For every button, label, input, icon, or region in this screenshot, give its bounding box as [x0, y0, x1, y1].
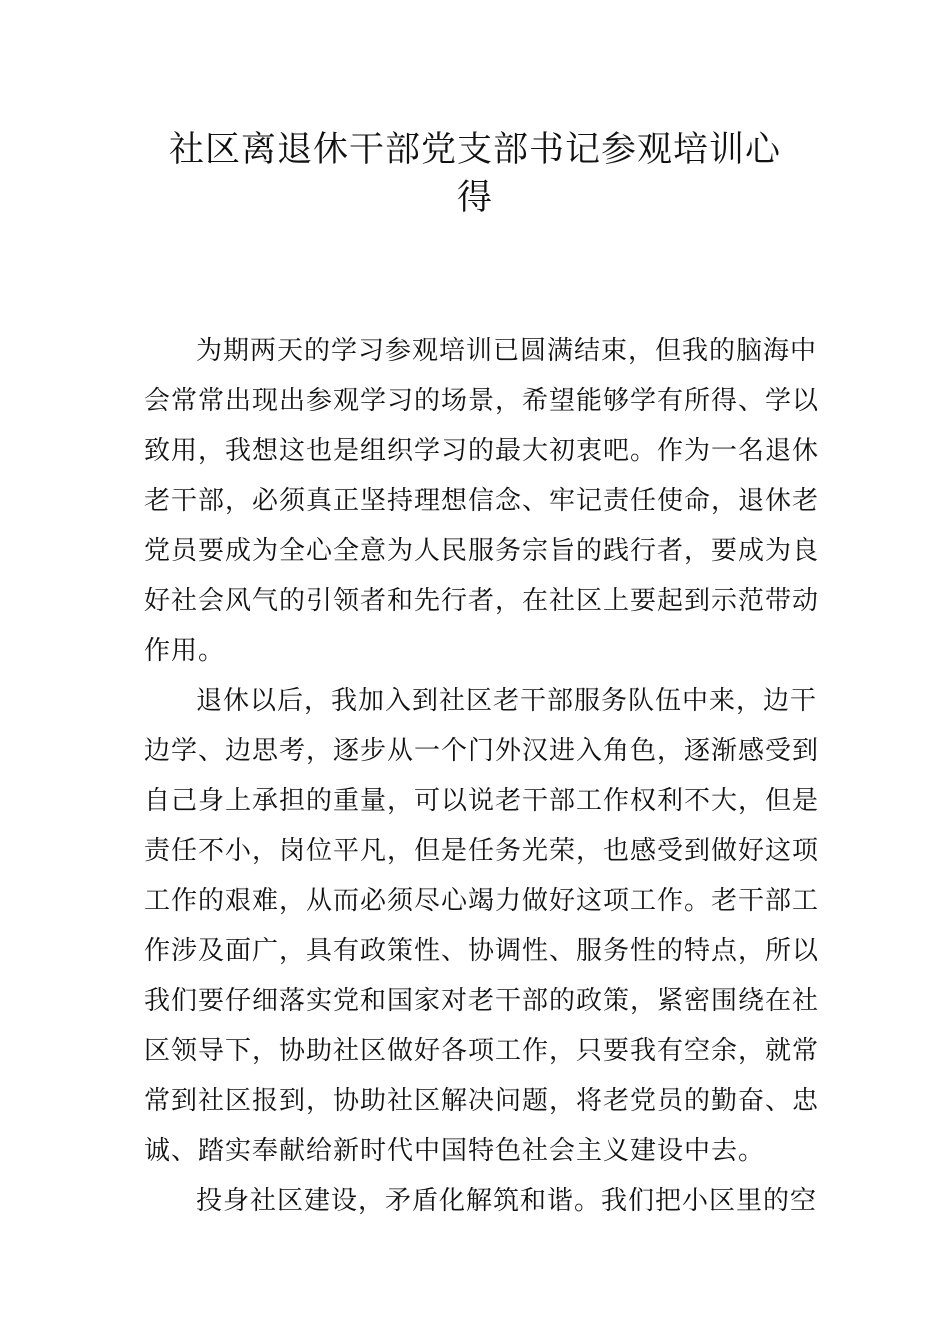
- paragraph-line: 边学、边思考，逐步从一个门外汉进入角色，逐渐感受到: [144, 736, 820, 766]
- paragraph-line: 为期两天的学习参观培训已圆满结束，但我的脑海中: [196, 336, 818, 366]
- document-title: [140, 126, 810, 222]
- paragraph-line: 老干部，必须真正坚持理想信念、牢记责任使命，退休老: [144, 486, 820, 516]
- paragraph-line: 工作的艰难，从而必须尽心竭力做好这项工作。老干部工: [144, 886, 820, 916]
- paragraph-line: 会常常出现出参观学习的场景，希望能够学有所得、学以: [144, 386, 820, 416]
- paragraph-line: 区领导下，协助社区做好各项工作，只要我有空余，就常: [144, 1036, 820, 1066]
- paragraph-line: 好社会风气的引领者和先行者，在社区上要起到示范带动: [144, 586, 820, 616]
- paragraph-line: 常到社区报到，协助社区解决问题，将老党员的勤奋、忠: [144, 1086, 820, 1116]
- paragraph-line: 自己身上承担的重量，可以说老干部工作权利不大，但是: [144, 786, 820, 816]
- paragraph-line: 诚、踏实奉献给新时代中国特色社会主义建设中去。: [144, 1136, 766, 1166]
- paragraph-line: 我们要仔细落实党和国家对老干部的政策，紧密围绕在社: [144, 986, 820, 1016]
- paragraph-line: 责任不小，岗位平凡，但是任务光荣，也感受到做好这项: [144, 836, 820, 866]
- paragraph-line: 投身社区建设，矛盾化解筑和谐。我们把小区里的空: [196, 1186, 818, 1216]
- paragraph-1: [144, 326, 820, 676]
- paragraph-line: 致用，我想这也是组织学习的最大初衷吧。作为一名退休: [144, 436, 820, 466]
- document-body: [144, 326, 820, 1226]
- title-line-1: 社区离退休干部党支部书记参观培训心: [168, 130, 781, 170]
- paragraph-line: 党员要成为全心全意为人民服务宗旨的践行者，要成为良: [144, 536, 820, 566]
- paragraph-line: 退休以后，我加入到社区老干部服务队伍中来，边干: [196, 686, 818, 716]
- paragraph-3: [144, 1176, 818, 1226]
- paragraph-2: [144, 676, 820, 1176]
- paragraph-line: 作用。: [144, 636, 226, 666]
- paragraph-line: 作涉及面广，具有政策性、协调性、服务性的特点，所以: [144, 936, 820, 966]
- title-line-2: 得: [456, 178, 493, 218]
